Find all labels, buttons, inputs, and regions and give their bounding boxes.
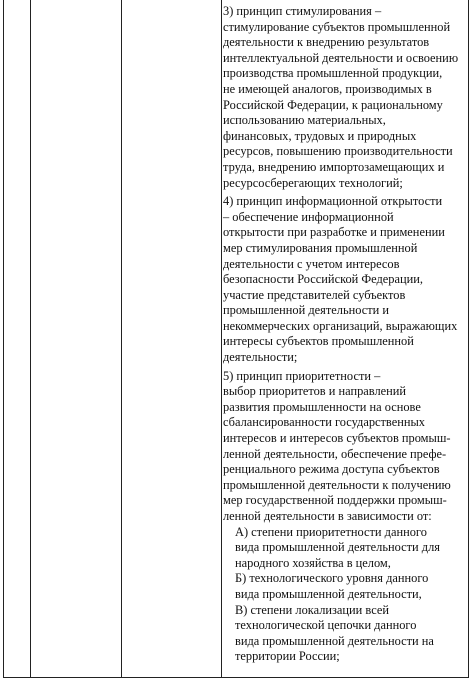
column-divider-3 bbox=[221, 0, 222, 677]
text-line: интеллектуальной деятельности и освоению bbox=[223, 50, 459, 65]
text-line: некоммерческих организаций, выражающих bbox=[223, 318, 458, 333]
text-line: 3) принцип стимулирования – bbox=[223, 4, 382, 18]
text-line: Б) технологического уровня данного bbox=[235, 571, 429, 586]
text-line: участие представителей субъектов bbox=[223, 287, 406, 302]
text-line: деятельности; bbox=[223, 350, 298, 365]
text-line: производства промышленной продукции, bbox=[223, 66, 443, 81]
text-line: Российской Федерации, к рациональному bbox=[223, 97, 443, 112]
paragraph-p5 bbox=[223, 369, 463, 525]
text-line: деятельности с учетом интересов bbox=[223, 256, 400, 271]
paragraph-pC bbox=[223, 603, 463, 665]
paragraph-p4 bbox=[223, 194, 463, 366]
text-line: мер государственной поддержки промыш- bbox=[223, 493, 447, 508]
text-line: интересы субъектов промышленной bbox=[223, 334, 414, 349]
text-line: народного хозяйства в целом, bbox=[235, 555, 391, 570]
text-line: труда, внедрению импортозамещающих и bbox=[223, 159, 445, 174]
column-divider-1 bbox=[30, 0, 31, 677]
text-line: стимулирование субъектов промышленной bbox=[223, 19, 451, 34]
text-line: финансовых, трудовых и природных bbox=[223, 128, 417, 143]
text-line: интересов и интересов субъектов промыш- bbox=[223, 431, 451, 446]
text-line: вида промышленной деятельности для bbox=[235, 540, 440, 555]
text-line: выбор приоритетов и направлений bbox=[223, 384, 407, 399]
text-line: использованию материальных, bbox=[223, 113, 386, 128]
text-line: развития промышленности на основе bbox=[223, 399, 421, 414]
text-line: ленной деятельности, обеспечение префе- bbox=[223, 446, 447, 461]
paragraph-pA bbox=[223, 525, 463, 572]
paragraph-pB bbox=[223, 571, 463, 602]
text-line: А) степени приоритетности данного bbox=[235, 524, 427, 539]
text-line: ренциального режима доступа субъектов bbox=[223, 462, 440, 477]
text-line: территории России; bbox=[235, 649, 340, 664]
text-line: не имеющей аналогов, производимых в bbox=[223, 81, 432, 96]
column-divider-2 bbox=[121, 0, 122, 677]
text-line: сбалансированности государственных bbox=[223, 415, 425, 430]
text-line: ленной деятельности в зависимости от: bbox=[223, 509, 432, 523]
text-line: мер стимулирования промышленной bbox=[223, 240, 418, 255]
text-line: промышленной деятельности к получению bbox=[223, 477, 451, 492]
text-line: открытости при разработке и применении bbox=[223, 225, 445, 240]
text-line: – обеспечение информационной bbox=[223, 209, 394, 224]
text-line: 5) принцип приоритетности – bbox=[223, 368, 381, 383]
text-line: ресурсосберегающих технологий; bbox=[223, 175, 403, 190]
text-line: ресурсов, повышению производительности bbox=[223, 144, 453, 159]
principles-text-cell bbox=[223, 4, 463, 668]
text-line: В) степени локализации всей bbox=[235, 602, 389, 617]
text-line: вида промышленной деятельности, bbox=[235, 586, 422, 601]
text-line: вида промышленной деятельности на bbox=[235, 633, 434, 648]
text-line: технологической цепочки данного bbox=[235, 618, 417, 633]
text-line: деятельности к внедрению результатов bbox=[223, 35, 430, 50]
text-line: безопасности Российской Федерации, bbox=[223, 272, 423, 287]
text-line: промышленной деятельности и bbox=[223, 303, 390, 318]
paragraph-p3 bbox=[223, 4, 463, 191]
text-line: 4) принцип информационной открытости bbox=[223, 194, 443, 209]
